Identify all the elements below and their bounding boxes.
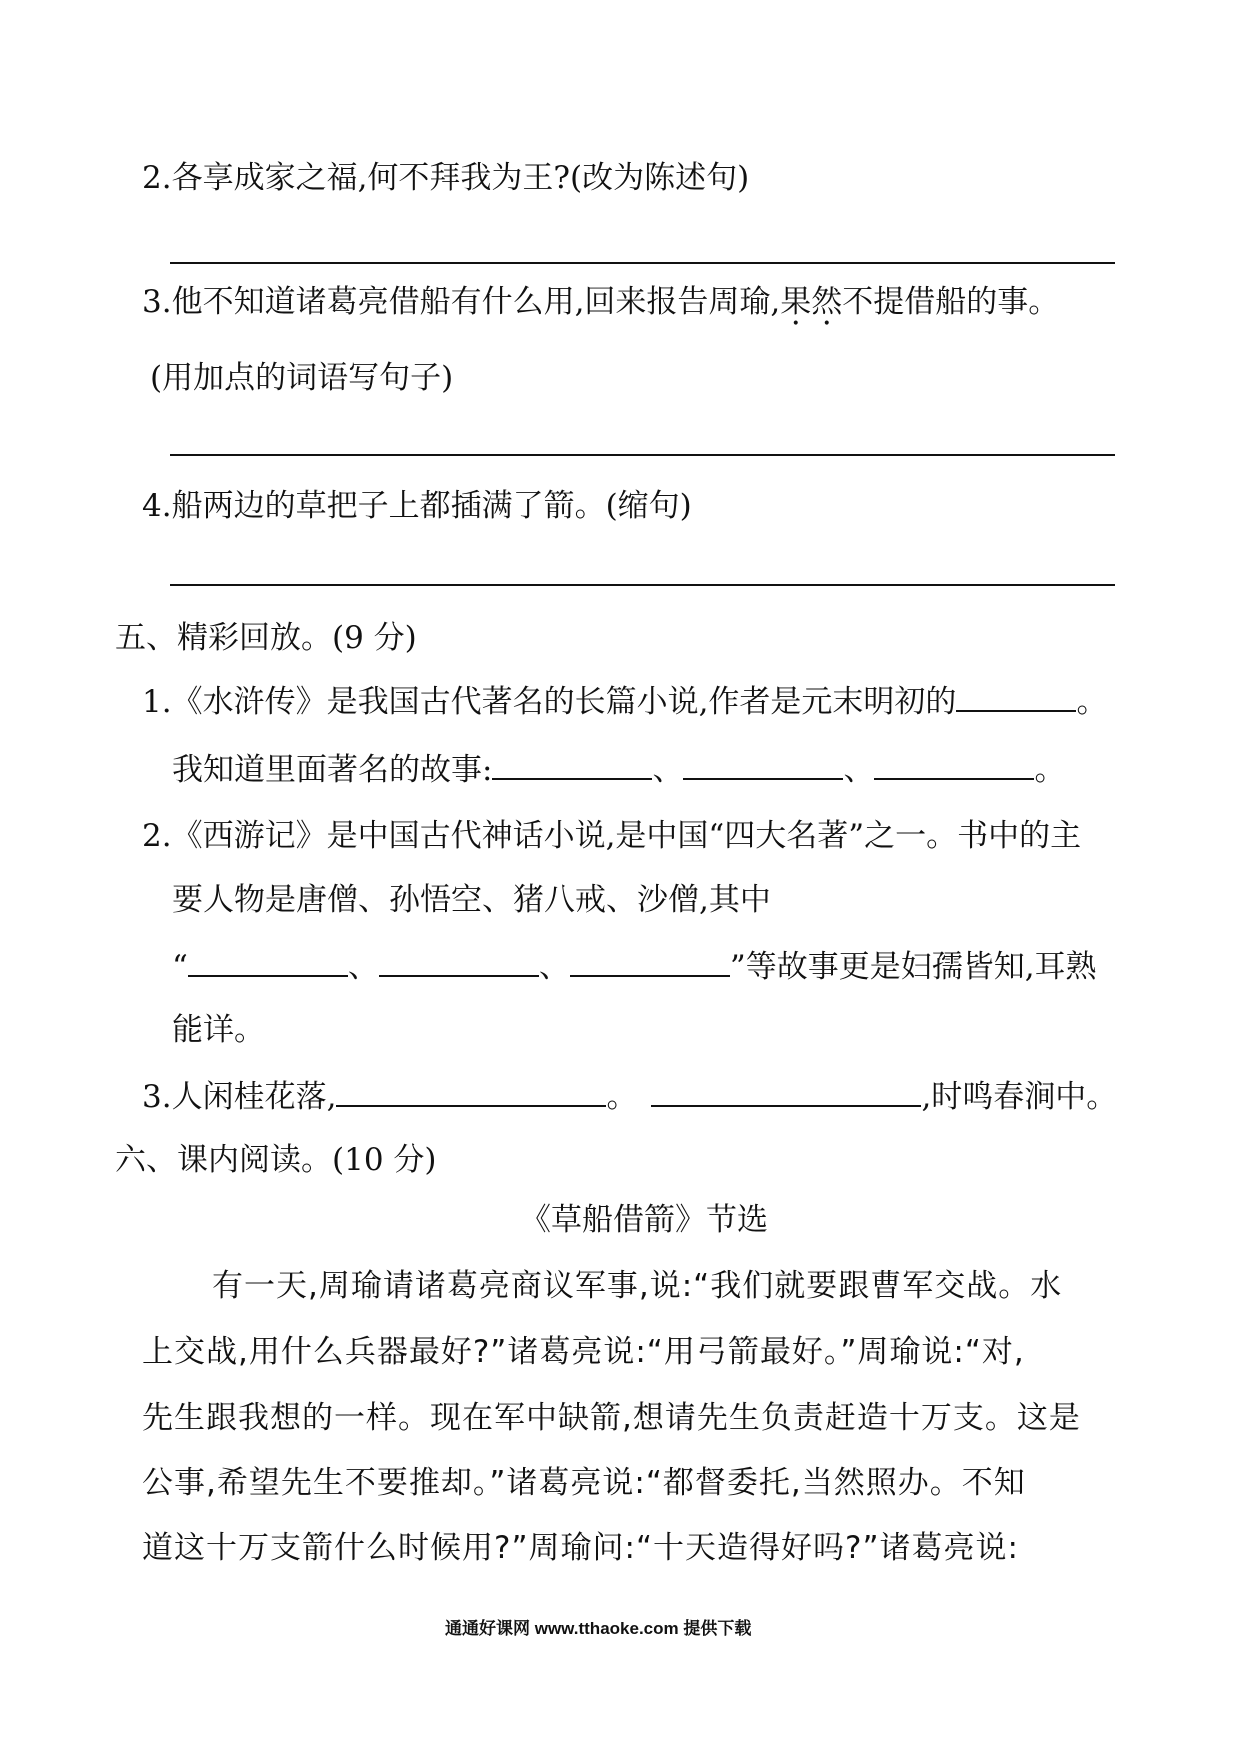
question-5-2-tail: ”等故事更是妇孺皆知,耳熟 [729, 949, 1097, 985]
blank-xiyou-2[interactable] [379, 945, 539, 977]
question-4-3-instruction: (用加点的词语写句子) [150, 360, 454, 396]
passage-title: 《草船借箭》节选 [520, 1202, 768, 1238]
separator: 、 [652, 752, 684, 788]
blank-story-1[interactable] [492, 748, 652, 780]
question-5-2-line2: 要人物是唐僧、孙悟空、猪八戒、沙僧,其中 [172, 882, 771, 918]
blank-xiyou-1[interactable] [188, 945, 348, 977]
punct: 。 [1034, 752, 1066, 788]
question-4-4: 4.船两边的草把子上都插满了箭。(缩句) [142, 488, 692, 524]
question-5-1-line2-text: 我知道里面著名的故事: [172, 752, 493, 788]
poem-start: 3.人闲桂花落, [142, 1079, 337, 1115]
passage-line-3: 先生跟我想的一样。现在军中缺箭,想请先生负责赶造十万支。这是 [142, 1400, 1081, 1436]
question-5-1-line1 [142, 680, 1107, 722]
question-4-2: 2.各享成家之福,何不拜我为王?(改为陈述句) [142, 160, 750, 196]
blank-author[interactable] [956, 680, 1076, 712]
blank-poem-2[interactable] [651, 1075, 921, 1107]
passage-line-4: 公事,希望先生不要推却。”诸葛亮说:“都督委托,当然照办。不知 [142, 1465, 1026, 1501]
open-quote: “ [172, 949, 188, 985]
answer-line-4-3[interactable] [170, 454, 1115, 456]
question-5-1-text: 1.《水浒传》是我国古代著名的长篇小说,作者是元末明初的 [142, 684, 957, 720]
passage-line-5: 道这十万支箭什么时候用?”周瑜问:“十天造得好吗?”诸葛亮说: [142, 1530, 1019, 1566]
answer-line-4-2[interactable] [170, 262, 1115, 264]
blank-xiyou-3[interactable] [570, 945, 730, 977]
dotted-char-1: 果 [780, 284, 812, 320]
blank-poem-1[interactable] [336, 1075, 606, 1107]
separator: 、 [538, 949, 570, 985]
question-4-3 [142, 282, 1059, 322]
punct: 。 [606, 1079, 638, 1115]
section-5-heading: 五、精彩回放。(9 分) [115, 620, 417, 656]
section-6-heading: 六、课内阅读。(10 分) [115, 1142, 437, 1178]
footer-download: 通通好课网 www.tthaoke.com 提供下载 [445, 1619, 752, 1638]
separator: 、 [347, 949, 379, 985]
question-4-3-text-end: 不提借船的事。 [842, 284, 1060, 320]
blank-story-3[interactable] [874, 748, 1034, 780]
blank-story-2[interactable] [683, 748, 843, 780]
poem-end: ,时鸣春涧中。 [921, 1079, 1118, 1115]
passage-line-2: 上交战,用什么兵器最好?”诸葛亮说:“用弓箭最好。”周瑜说:“对, [142, 1334, 1025, 1370]
question-5-3 [142, 1075, 1117, 1117]
answer-line-4-4[interactable] [170, 584, 1115, 586]
dotted-char-2: 然 [811, 284, 843, 320]
punct: 。 [1076, 684, 1108, 720]
question-4-3-text: 3.他不知道诸葛亮借船有什么用,回来报告周瑜, [142, 284, 781, 320]
question-5-1-line2 [172, 748, 1065, 790]
question-5-2-line1: 2.《西游记》是中国古代神话小说,是中国“四大名著”之一。书中的主 [142, 818, 1082, 854]
passage-line-1: 有一天,周瑜请诸葛亮商议军事,说:“我们就要跟曹军交战。水 [212, 1268, 1063, 1304]
separator: 、 [843, 752, 875, 788]
question-5-2-line4: 能详。 [172, 1012, 265, 1048]
question-5-2-line3 [172, 945, 1097, 987]
